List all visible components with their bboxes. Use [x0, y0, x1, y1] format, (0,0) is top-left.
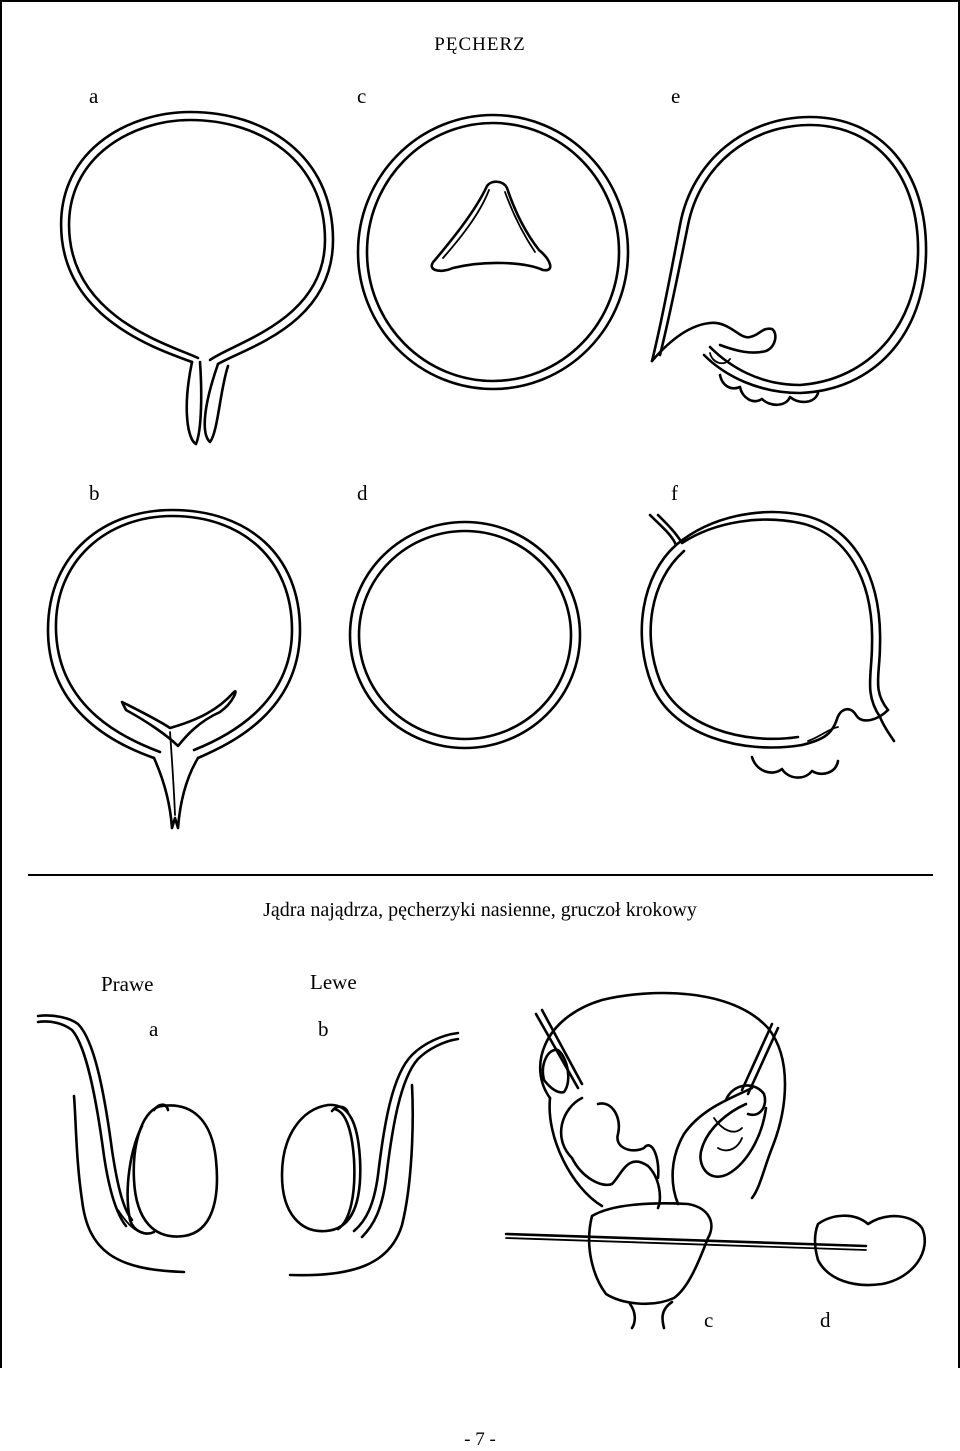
bladder-label-b: b [89, 481, 100, 505]
prostate-drawing [502, 988, 942, 1338]
prostate-label-d: d [820, 1308, 831, 1332]
prostate-label-c: c [704, 1308, 714, 1332]
bladder-label-d: d [357, 481, 368, 505]
frame-border-top [0, 0, 960, 2]
bladder-label-e: e [671, 84, 681, 108]
bladder-label-a: a [89, 84, 99, 108]
testis-label-right: Prawe [101, 972, 154, 996]
testis-label-b: b [318, 1017, 329, 1041]
bladder-drawing-f [632, 505, 902, 795]
page-title: PĘCHERZ [434, 34, 526, 55]
section-divider [28, 874, 933, 876]
testis-drawing-left [262, 1025, 462, 1290]
bladder-label-f: f [671, 481, 678, 505]
bladder-label-c: c [357, 84, 367, 108]
testis-drawing-right [34, 1010, 234, 1282]
frame-border-left [0, 0, 2, 1368]
page-number: - 7 - [464, 1429, 496, 1450]
bladder-drawing-a [50, 110, 340, 450]
testis-label-left: Lewe [310, 970, 357, 994]
bladder-drawing-b [48, 510, 300, 830]
bladder-drawing-e [640, 115, 930, 415]
bladder-drawing-c [355, 112, 635, 402]
section-title: Jądra najądrza, pęcherzyki nasienne, gruczoł krokowy [263, 899, 697, 921]
bladder-drawing-d [348, 520, 584, 756]
testis-label-a: a [149, 1017, 159, 1041]
